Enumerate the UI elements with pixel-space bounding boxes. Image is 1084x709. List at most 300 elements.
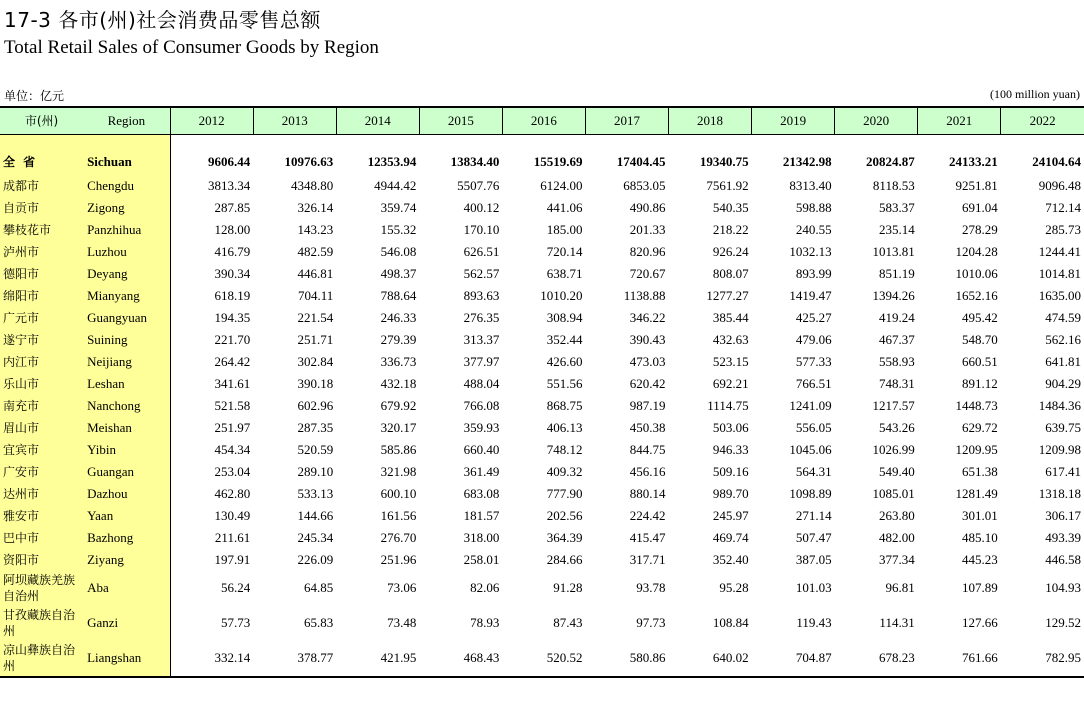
- table-row: [0, 373, 1084, 395]
- region-name-cn: 攀枝花市: [0, 219, 83, 241]
- value-cell: 1635.00: [1038, 287, 1081, 303]
- value-cell: 285.73: [1045, 221, 1081, 237]
- region-name: Liangshan: [83, 641, 170, 677]
- value-cell: 19340.75: [699, 153, 749, 169]
- column-header-year: 2016: [502, 107, 585, 134]
- column-header-year: 2015: [419, 107, 502, 134]
- value-cell: 577.33: [795, 353, 832, 369]
- value-cell: 377.97: [463, 353, 500, 369]
- value-cell: 893.63: [463, 287, 500, 303]
- value-cell: 12353.94: [367, 153, 417, 169]
- column-header-year: 2022: [1001, 107, 1084, 134]
- column-header-year: 2018: [669, 107, 752, 134]
- column-header-year: 2013: [253, 107, 336, 134]
- table-row: [0, 395, 1084, 417]
- value-cell: 446.58: [1045, 551, 1081, 567]
- retail-sales-table: [0, 106, 1084, 678]
- value-cell: 332.14: [170, 641, 253, 677]
- value-cell: 197.91: [214, 551, 251, 567]
- value-cell: 245.34: [297, 529, 334, 545]
- value-cell: 562.16: [1045, 331, 1081, 347]
- value-cell: 521.58: [214, 397, 251, 413]
- value-cell: 629.72: [962, 419, 998, 435]
- value-cell: 600.10: [380, 485, 417, 501]
- column-header-year: 2012: [170, 107, 253, 134]
- region-name-cn: 广元市: [0, 307, 83, 329]
- table-row: [0, 571, 1084, 606]
- table-body: [0, 134, 1084, 677]
- value-cell: 1114.75: [707, 397, 749, 413]
- value-cell: 170.10: [463, 221, 500, 237]
- value-cell: 107.89: [962, 580, 998, 595]
- value-cell: 364.39: [546, 529, 583, 545]
- value-cell: 432.18: [380, 375, 417, 391]
- region-name-cn: 广安市: [0, 461, 83, 483]
- value-cell: 416.79: [214, 243, 251, 259]
- value-cell: 318.00: [463, 529, 500, 545]
- value-cell: 6124.00: [540, 177, 583, 193]
- value-cell: 482.59: [297, 243, 334, 259]
- value-cell: 1241.09: [789, 397, 832, 413]
- value-cell: 1209.98: [1038, 441, 1081, 457]
- region-name: Aba: [83, 571, 170, 606]
- value-cell: 432.63: [712, 331, 749, 347]
- value-cell: 533.13: [297, 485, 334, 501]
- region-name: Ganzi: [83, 606, 170, 641]
- table-row: [0, 641, 1084, 677]
- value-cell: 468.43: [419, 641, 502, 677]
- value-cell: 446.81: [297, 265, 334, 281]
- value-cell: 65.83: [304, 615, 334, 630]
- value-cell: 221.54: [297, 309, 334, 325]
- value-cell: 473.03: [629, 353, 666, 369]
- value-cell: 91.28: [553, 580, 583, 595]
- value-cell: 989.70: [712, 485, 749, 501]
- value-cell: 390.34: [214, 265, 251, 281]
- region-name-cn: 自贡市: [0, 197, 83, 219]
- value-cell: 558.93: [878, 353, 915, 369]
- value-cell: 1010.20: [540, 287, 583, 303]
- value-cell: 181.57: [463, 507, 500, 523]
- value-cell: 161.56: [380, 507, 417, 523]
- value-cell: 520.59: [297, 441, 334, 457]
- value-cell: 224.42: [629, 507, 666, 523]
- value-cell: 720.67: [629, 265, 666, 281]
- value-cell: 128.00: [214, 221, 251, 237]
- value-cell: 321.98: [380, 463, 417, 479]
- value-cell: 720.14: [546, 243, 583, 259]
- value-cell: 202.56: [546, 507, 583, 523]
- value-cell: 893.99: [795, 265, 832, 281]
- value-cell: 523.15: [712, 353, 749, 369]
- region-name: Nanchong: [83, 395, 170, 417]
- value-cell: 406.13: [546, 419, 583, 435]
- value-cell: 692.21: [712, 375, 749, 391]
- value-cell: 488.04: [463, 375, 500, 391]
- table-title-english: Total Retail Sales of Consumer Goods by Region: [4, 37, 379, 58]
- spacer-row: [0, 134, 1084, 149]
- column-header-region: Region: [83, 107, 170, 134]
- value-cell: 24133.21: [949, 153, 998, 169]
- value-cell: 73.06: [387, 580, 417, 595]
- value-cell: 1281.49: [955, 485, 998, 501]
- region-name-cn: 甘孜藏族自治州: [0, 606, 83, 641]
- value-cell: 385.44: [712, 309, 749, 325]
- table-row: [0, 417, 1084, 439]
- value-cell: 540.35: [712, 199, 749, 215]
- value-cell: 445.23: [962, 551, 998, 567]
- value-cell: 278.29: [962, 221, 998, 237]
- value-cell: 546.08: [380, 243, 417, 259]
- value-cell: 246.33: [380, 309, 417, 325]
- value-cell: 1394.26: [872, 287, 915, 303]
- value-cell: 211.61: [214, 529, 251, 545]
- value-cell: 185.00: [546, 221, 583, 237]
- value-cell: 509.16: [712, 463, 749, 479]
- value-cell: 462.80: [214, 485, 251, 501]
- value-cell: 1217.57: [872, 397, 915, 413]
- region-name-cn: 宜宾市: [0, 439, 83, 461]
- value-cell: 482.00: [878, 529, 915, 545]
- value-cell: 498.37: [380, 265, 417, 281]
- value-cell: 359.74: [380, 199, 417, 215]
- value-cell: 507.47: [795, 529, 832, 545]
- region-name-cn: 达州市: [0, 483, 83, 505]
- value-cell: 926.24: [712, 243, 749, 259]
- value-cell: 1138.88: [623, 287, 666, 303]
- value-cell: 87.43: [553, 615, 583, 630]
- region-name: Bazhong: [83, 527, 170, 549]
- value-cell: 426.60: [546, 353, 583, 369]
- region-name-cn: 眉山市: [0, 417, 83, 439]
- value-cell: 263.80: [878, 507, 915, 523]
- value-cell: 782.95: [1001, 641, 1084, 677]
- table-row: [0, 439, 1084, 461]
- value-cell: 1244.41: [1038, 243, 1081, 259]
- value-cell: 129.52: [1045, 615, 1081, 630]
- region-name-cn: 雅安市: [0, 505, 83, 527]
- value-cell: 264.42: [214, 353, 251, 369]
- table-row: [0, 606, 1084, 641]
- value-cell: 289.10: [297, 463, 334, 479]
- value-cell: 390.18: [297, 375, 334, 391]
- value-cell: 15519.69: [533, 153, 583, 169]
- value-cell: 441.06: [546, 199, 583, 215]
- value-cell: 155.32: [380, 221, 417, 237]
- value-cell: 377.34: [878, 551, 915, 567]
- value-cell: 598.88: [795, 199, 832, 215]
- region-name: Suining: [83, 329, 170, 351]
- value-cell: 485.10: [962, 529, 998, 545]
- value-cell: 620.42: [629, 375, 666, 391]
- value-cell: 683.08: [463, 485, 500, 501]
- value-cell: 1318.18: [1038, 485, 1081, 501]
- value-cell: 1652.16: [955, 287, 998, 303]
- region-name-cn: 内江市: [0, 351, 83, 373]
- region-name: Guangyuan: [83, 307, 170, 329]
- value-cell: 660.51: [962, 353, 998, 369]
- value-cell: 1026.99: [872, 441, 915, 457]
- value-cell: 1032.13: [789, 243, 832, 259]
- region-name: Chengdu: [83, 175, 170, 197]
- value-cell: 144.66: [297, 507, 334, 523]
- table-row: [0, 219, 1084, 241]
- table-row: [0, 329, 1084, 351]
- table-row: [0, 549, 1084, 571]
- value-cell: 6853.05: [623, 177, 666, 193]
- value-cell: 251.97: [214, 419, 251, 435]
- value-cell: 651.38: [962, 463, 998, 479]
- value-cell: 467.37: [878, 331, 915, 347]
- value-cell: 341.61: [214, 375, 251, 391]
- value-cell: 704.87: [752, 641, 835, 677]
- region-name: Neijiang: [83, 351, 170, 373]
- region-name-cn: 阿坝藏族羌族自治州: [0, 571, 83, 606]
- value-cell: 271.14: [795, 507, 832, 523]
- value-cell: 678.23: [835, 641, 918, 677]
- value-cell: 479.06: [795, 331, 832, 347]
- column-header-region-cn: 市(州): [0, 107, 83, 134]
- value-cell: 276.35: [463, 309, 500, 325]
- spacer-cell: [0, 134, 83, 149]
- column-header-year: 2021: [918, 107, 1001, 134]
- value-cell: 359.93: [463, 419, 500, 435]
- value-cell: 8118.53: [872, 177, 915, 193]
- value-cell: 1484.36: [1038, 397, 1081, 413]
- value-cell: 1419.47: [789, 287, 832, 303]
- value-cell: 548.70: [962, 331, 998, 347]
- value-cell: 57.73: [220, 615, 251, 630]
- value-cell: 1098.89: [789, 485, 832, 501]
- value-cell: 851.19: [878, 265, 915, 281]
- value-cell: 4348.80: [291, 177, 334, 193]
- value-cell: 766.08: [463, 397, 500, 413]
- value-cell: 704.11: [297, 287, 334, 303]
- table-title-chinese: 17-3 各市(州)社会消费品零售总额: [4, 8, 321, 32]
- region-name: Dazhou: [83, 483, 170, 505]
- value-cell: 618.19: [214, 287, 251, 303]
- value-cell: 712.14: [1045, 199, 1081, 215]
- value-cell: 880.14: [629, 485, 666, 501]
- region-name: Luzhou: [83, 241, 170, 263]
- value-cell: 226.09: [297, 551, 334, 567]
- value-cell: 276.70: [380, 529, 417, 545]
- value-cell: 904.29: [1045, 375, 1081, 391]
- table-row: [0, 307, 1084, 329]
- value-cell: 9096.48: [1038, 177, 1081, 193]
- value-cell: 320.17: [380, 419, 417, 435]
- table-row-total: [0, 149, 1084, 175]
- value-cell: 24104.64: [1032, 153, 1081, 169]
- value-cell: 287.35: [297, 419, 334, 435]
- value-cell: 585.86: [380, 441, 417, 457]
- value-cell: 503.06: [712, 419, 749, 435]
- value-cell: 495.42: [962, 309, 998, 325]
- value-cell: 520.52: [502, 641, 585, 677]
- value-cell: 638.71: [546, 265, 583, 281]
- value-cell: 419.24: [878, 309, 915, 325]
- region-name: Mianyang: [83, 285, 170, 307]
- value-cell: 987.19: [629, 397, 666, 413]
- value-cell: 580.86: [585, 641, 668, 677]
- value-cell: 245.97: [712, 507, 749, 523]
- value-cell: 766.51: [795, 375, 832, 391]
- value-cell: 346.22: [629, 309, 666, 325]
- value-cell: 891.12: [962, 375, 998, 391]
- region-name: Yaan: [83, 505, 170, 527]
- value-cell: 490.86: [629, 199, 666, 215]
- table-row: [0, 241, 1084, 263]
- region-name-cn: 泸州市: [0, 241, 83, 263]
- region-name-cn: 巴中市: [0, 527, 83, 549]
- value-cell: 617.41: [1045, 463, 1081, 479]
- value-cell: 469.74: [712, 529, 749, 545]
- value-cell: 1013.81: [872, 243, 915, 259]
- region-name-cn: 乐山市: [0, 373, 83, 395]
- value-cell: 20824.87: [865, 153, 915, 169]
- value-cell: 101.03: [795, 580, 832, 595]
- value-cell: 287.85: [214, 199, 251, 215]
- value-cell: 251.71: [297, 331, 334, 347]
- value-cell: 820.96: [629, 243, 666, 259]
- value-cell: 114.31: [879, 615, 915, 630]
- column-header-year: 2019: [752, 107, 835, 134]
- value-cell: 306.17: [1045, 507, 1081, 523]
- column-header-year: 2020: [835, 107, 918, 134]
- region-name: Guangan: [83, 461, 170, 483]
- value-cell: 253.04: [214, 463, 251, 479]
- value-cell: 119.43: [796, 615, 832, 630]
- value-cell: 844.75: [629, 441, 666, 457]
- value-cell: 493.39: [1045, 529, 1081, 545]
- value-cell: 400.12: [463, 199, 500, 215]
- value-cell: 8313.40: [789, 177, 832, 193]
- value-cell: 5507.76: [457, 177, 500, 193]
- region-name-cn: 全 省: [0, 149, 83, 175]
- table-row: [0, 197, 1084, 219]
- column-header-year: 2017: [585, 107, 668, 134]
- value-cell: 777.90: [546, 485, 583, 501]
- region-name: Panzhihua: [83, 219, 170, 241]
- region-name-cn: 凉山彝族自治州: [0, 641, 83, 677]
- table-row: [0, 527, 1084, 549]
- region-name: Yibin: [83, 439, 170, 461]
- spacer-cell: [83, 134, 170, 149]
- value-cell: 64.85: [304, 580, 334, 595]
- value-cell: 640.02: [669, 641, 752, 677]
- region-name-cn: 绵阳市: [0, 285, 83, 307]
- value-cell: 7561.92: [706, 177, 749, 193]
- value-cell: 556.05: [795, 419, 832, 435]
- value-cell: 326.14: [297, 199, 334, 215]
- value-cell: 336.73: [380, 353, 417, 369]
- value-cell: 1277.27: [706, 287, 749, 303]
- value-cell: 1010.06: [955, 265, 998, 281]
- value-cell: 279.39: [380, 331, 417, 347]
- value-cell: 104.93: [1045, 580, 1081, 595]
- value-cell: 868.75: [546, 397, 583, 413]
- region-name: Leshan: [83, 373, 170, 395]
- value-cell: 390.43: [629, 331, 666, 347]
- value-cell: 258.01: [463, 551, 500, 567]
- value-cell: 748.31: [878, 375, 915, 391]
- table-row: [0, 461, 1084, 483]
- value-cell: 301.01: [962, 507, 998, 523]
- table-row: [0, 175, 1084, 197]
- value-cell: 194.35: [214, 309, 251, 325]
- value-cell: 13834.40: [450, 153, 500, 169]
- value-cell: 21342.98: [782, 153, 832, 169]
- value-cell: 1045.06: [789, 441, 832, 457]
- value-cell: 543.26: [878, 419, 915, 435]
- region-name-cn: 资阳市: [0, 549, 83, 571]
- table-row: [0, 505, 1084, 527]
- value-cell: 10976.63: [284, 153, 334, 169]
- table-row: [0, 483, 1084, 505]
- value-cell: 1209.95: [955, 441, 998, 457]
- value-cell: 97.73: [636, 615, 666, 630]
- value-cell: 95.28: [719, 580, 749, 595]
- value-cell: 284.66: [546, 551, 583, 567]
- value-cell: 454.34: [214, 441, 251, 457]
- region-name-cn: 成都市: [0, 175, 83, 197]
- value-cell: 221.70: [214, 331, 251, 347]
- value-cell: 761.66: [918, 641, 1001, 677]
- value-cell: 218.22: [712, 221, 749, 237]
- value-cell: 788.64: [380, 287, 417, 303]
- value-cell: 82.06: [470, 580, 500, 595]
- value-cell: 474.59: [1045, 309, 1081, 325]
- value-cell: 421.95: [336, 641, 419, 677]
- value-cell: 352.44: [546, 331, 583, 347]
- value-cell: 415.47: [629, 529, 666, 545]
- region-name-cn: 德阳市: [0, 263, 83, 285]
- value-cell: 96.81: [885, 580, 915, 595]
- value-cell: 302.84: [297, 353, 334, 369]
- value-cell: 679.92: [380, 397, 417, 413]
- value-cell: 564.31: [795, 463, 832, 479]
- region-name-cn: 南充市: [0, 395, 83, 417]
- value-cell: 235.14: [878, 221, 915, 237]
- value-cell: 808.07: [712, 265, 749, 281]
- value-cell: 313.37: [463, 331, 500, 347]
- region-name: Meishan: [83, 417, 170, 439]
- value-cell: 3813.34: [207, 177, 251, 193]
- table-row: [0, 263, 1084, 285]
- header-row: [0, 107, 1084, 134]
- region-name: Deyang: [83, 263, 170, 285]
- region-name-cn: 遂宁市: [0, 329, 83, 351]
- value-cell: 361.49: [463, 463, 500, 479]
- value-cell: 108.84: [712, 615, 749, 630]
- spacer-cell: [170, 134, 1084, 149]
- value-cell: 78.93: [470, 615, 500, 630]
- value-cell: 1204.28: [955, 243, 998, 259]
- value-cell: 748.12: [546, 441, 583, 457]
- value-cell: 378.77: [253, 641, 336, 677]
- value-cell: 130.49: [214, 507, 251, 523]
- value-cell: 56.24: [220, 580, 251, 595]
- value-cell: 17404.45: [616, 153, 666, 169]
- value-cell: 691.04: [962, 199, 998, 215]
- value-cell: 450.38: [629, 419, 666, 435]
- value-cell: 551.56: [546, 375, 583, 391]
- value-cell: 9251.81: [955, 177, 998, 193]
- region-name: Zigong: [83, 197, 170, 219]
- region-name: Ziyang: [83, 549, 170, 571]
- value-cell: 1448.73: [955, 397, 998, 413]
- value-cell: 583.37: [878, 199, 915, 215]
